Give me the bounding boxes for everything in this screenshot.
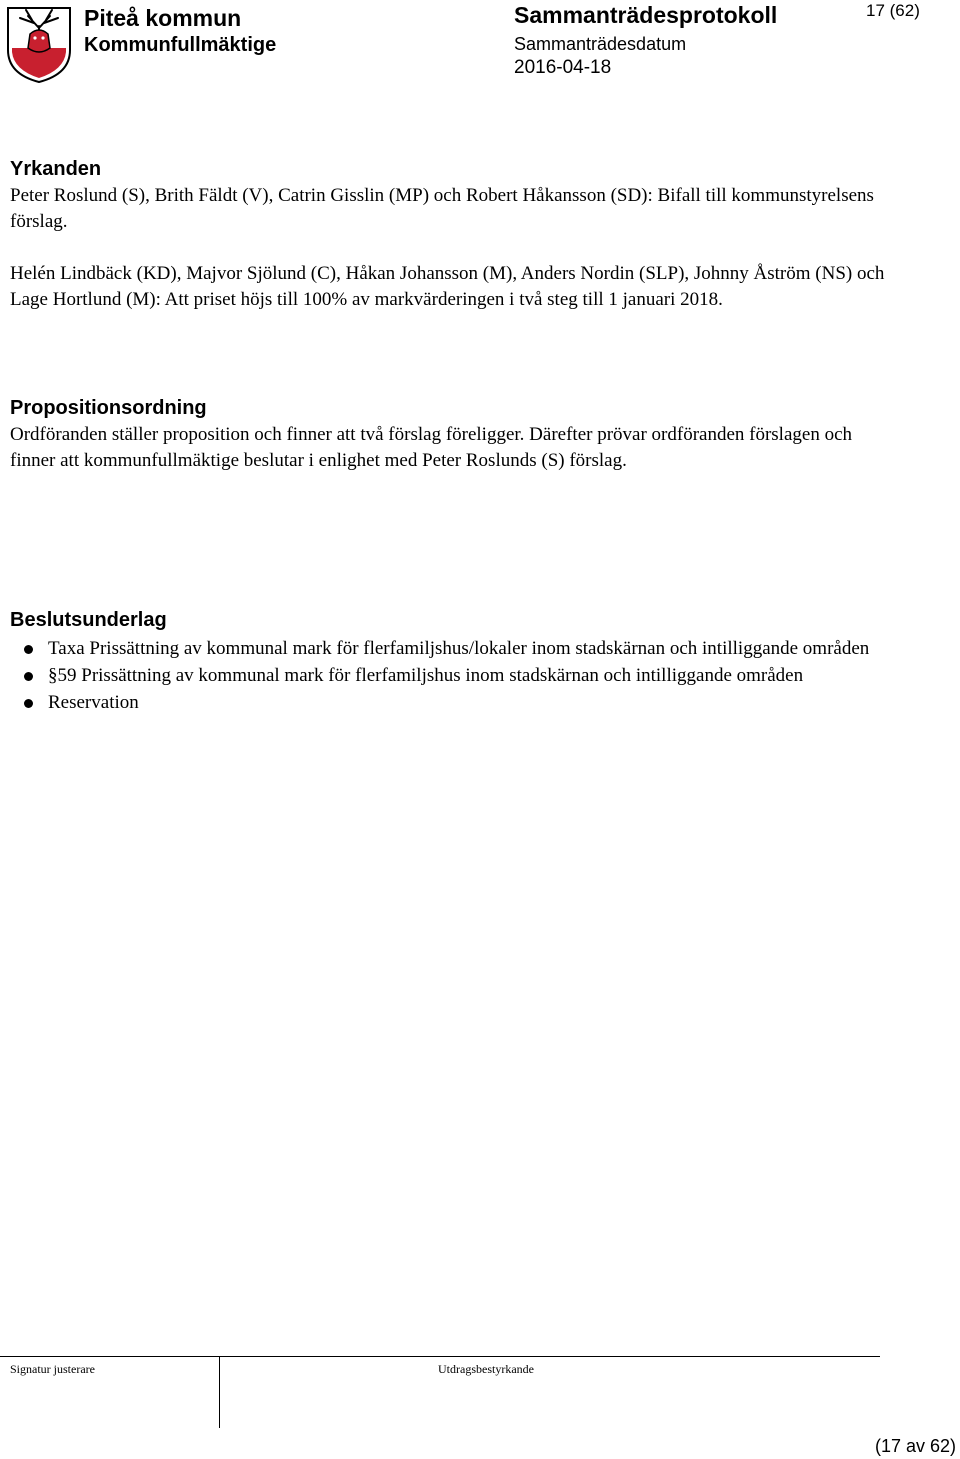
reindeer-crest-icon (4, 4, 74, 84)
section-heading-beslutsunderlag: Beslutsunderlag (10, 609, 167, 631)
section-heading-propositionsordning: Propositionsordning (10, 397, 207, 419)
date-value: 2016-04-18 (514, 57, 612, 78)
list-item-text: Taxa Prissättning av kommunal mark för flerfamiljshus/lokaler inom stadskärnan och intilliggande områden (48, 638, 870, 659)
footer-divider (0, 1356, 880, 1357)
doc-title: Sammanträdesprotokoll (514, 2, 778, 28)
org-unit: Kommunfullmäktige (84, 34, 277, 56)
list-item (24, 663, 904, 689)
list-item-text: §59 Prissättning av kommunal mark för flerfamiljshus inom stadskärnan och intilliggande områden (48, 665, 804, 686)
bullet-icon (24, 645, 33, 654)
org-name: Piteå kommun (84, 5, 242, 31)
page-count: (17 av 62) (874, 1436, 956, 1456)
page-number: 17 (62) (866, 1, 920, 20)
paragraph-propositionsordning: Ordföranden ställer proposition och finner att två förslag föreligger. Därefter prövar ordföranden förslagen och finner att kommunfullmäktige beslutar i enlighet med Peter Roslunds (S) förslag. (10, 424, 853, 471)
date-label: Sammanträdesdatum (514, 34, 687, 54)
footer-column-divider (219, 1357, 220, 1428)
paragraph-yrkande-2: Helén Lindbäck (KD), Majvor Sjölund (C), Håkan Johansson (M), Anders Nordin (SLP), Johnny Åström (NS) och Lage Hortlund (M): Att priset höjs till 100% av markvärderingen i två steg till 1 januari 2018. (10, 263, 885, 310)
beslutsunderlag-list (24, 636, 904, 717)
extract-certification-label: Utdragsbestyrkande (438, 1362, 534, 1376)
bullet-icon (24, 672, 33, 681)
signature-label: Signatur justerare (10, 1362, 95, 1376)
paragraph-yrkande-1: Peter Roslund (S), Brith Fäldt (V), Catrin Gisslin (MP) och Robert Håkansson (SD): Bifall till kommunstyrelsens förslag. (10, 185, 874, 232)
list-item-text: Reservation (48, 692, 139, 713)
section-heading-yrkanden: Yrkanden (10, 158, 102, 180)
bullet-icon (24, 699, 33, 708)
list-item (24, 636, 904, 662)
list-item (24, 690, 904, 716)
